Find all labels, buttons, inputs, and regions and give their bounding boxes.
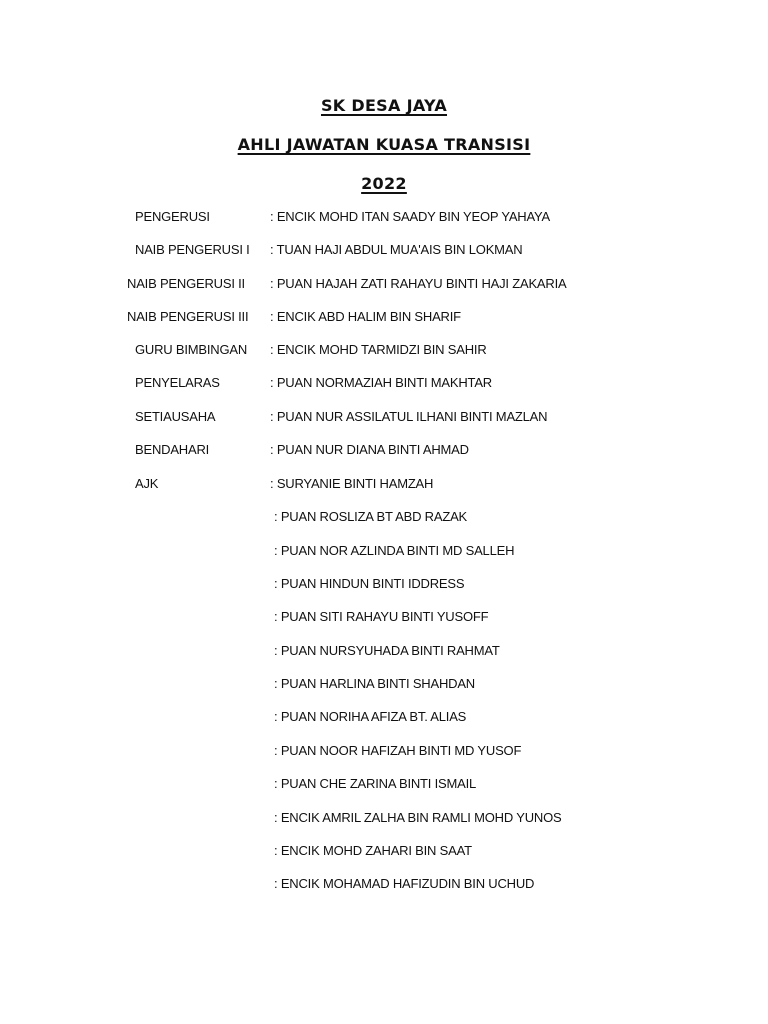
member-name: : ENCIK MOHD ZAHARI BIN SAAT	[274, 843, 472, 858]
member-row-ajk	[0, 474, 768, 494]
member-row-bendahari	[0, 440, 768, 460]
member-name: : PUAN CHE ZARINA BINTI ISMAIL	[274, 776, 477, 791]
member-name: : ENCIK AMRIL ZALHA BIN RAMLI MOHD YUNOS	[274, 810, 562, 825]
member-role: GURU BIMBINGAN	[135, 342, 248, 357]
member-row	[0, 607, 768, 627]
member-name: : PUAN NUR DIANA BINTI AHMAD	[270, 442, 469, 457]
member-row-naib-pengerusi-1	[0, 240, 768, 260]
member-name: : ENCIK MOHD TARMIDZI BIN SAHIR	[270, 342, 487, 357]
member-row	[0, 841, 768, 861]
member-role: AJK	[135, 476, 159, 491]
member-row	[0, 808, 768, 828]
member-row-setiausaha	[0, 407, 768, 427]
member-role: BENDAHARI	[135, 442, 210, 457]
member-role: PENYELARAS	[135, 375, 220, 390]
member-name: : TUAN HAJI ABDUL MUA'AIS BIN LOKMAN	[270, 242, 523, 257]
member-row	[0, 707, 768, 727]
committee-title: AHLI JAWATAN KUASA TRANSISI	[237, 135, 531, 154]
member-row	[0, 641, 768, 661]
school-title: SK DESA JAYA	[320, 96, 448, 115]
member-name: : PUAN HARLINA BINTI SHAHDAN	[274, 676, 475, 691]
member-row-guru-bimbingan	[0, 340, 768, 360]
year-title: 2022	[361, 174, 407, 193]
member-name: : PUAN NOR AZLINDA BINTI MD SALLEH	[274, 543, 515, 558]
member-row	[0, 541, 768, 561]
member-name: : ENCIK MOHD ITAN SAADY BIN YEOP YAHAYA	[270, 209, 550, 224]
member-row-naib-pengerusi-3	[0, 307, 768, 327]
member-name: : ENCIK MOHAMAD HAFIZUDIN BIN UCHUD	[274, 876, 535, 891]
member-row	[0, 874, 768, 894]
member-row	[0, 741, 768, 761]
member-name: : PUAN SITI RAHAYU BINTI YUSOFF	[274, 609, 489, 624]
member-row-naib-pengerusi-2	[0, 274, 768, 294]
member-name: : PUAN ROSLIZA BT ABD RAZAK	[274, 509, 468, 524]
member-row	[0, 674, 768, 694]
member-row-pengerusi	[0, 207, 768, 227]
member-name: : PUAN NORIHA AFIZA BT. ALIAS	[274, 709, 467, 724]
member-row	[0, 574, 768, 594]
member-name: : PUAN NURSYUHADA BINTI RAHMAT	[274, 643, 500, 658]
member-role: NAIB PENGERUSI I	[135, 242, 250, 257]
member-name: : PUAN NUR ASSILATUL ILHANI BINTI MAZLAN	[270, 409, 548, 424]
member-name: : ENCIK ABD HALIM BIN SHARIF	[270, 309, 461, 324]
member-row	[0, 507, 768, 527]
member-row-penyelaras	[0, 373, 768, 393]
member-row	[0, 774, 768, 794]
member-role: NAIB PENGERUSI III	[127, 309, 249, 324]
member-name: : PUAN HINDUN BINTI IDDRESS	[274, 576, 465, 591]
member-name: : SURYANIE BINTI HAMZAH	[270, 476, 434, 491]
member-name: : PUAN NORMAZIAH BINTI MAKHTAR	[270, 375, 492, 390]
member-role: SETIAUSAHA	[135, 409, 216, 424]
member-name: : PUAN NOOR HAFIZAH BINTI MD YUSOF	[274, 743, 522, 758]
member-name: : PUAN HAJAH ZATI RAHAYU BINTI HAJI ZAKARIA	[270, 276, 567, 291]
member-role: NAIB PENGERUSI II	[127, 276, 245, 291]
member-role: PENGERUSI	[135, 209, 210, 224]
